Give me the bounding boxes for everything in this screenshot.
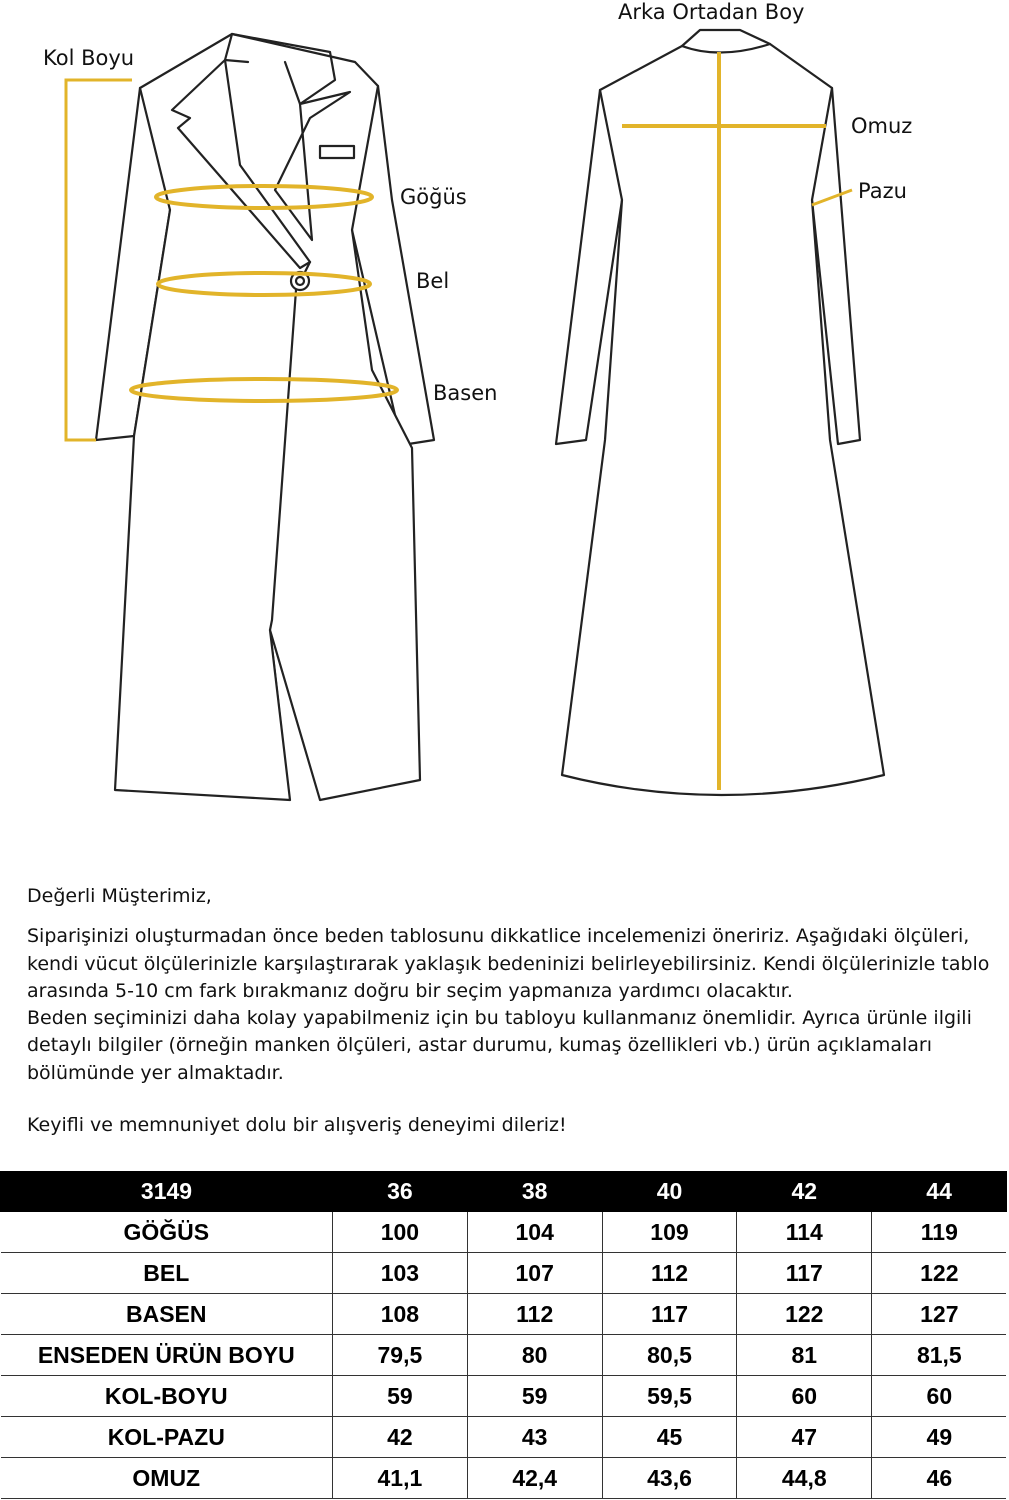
label-kol-boyu: Kol Boyu — [43, 46, 135, 70]
table-cell: 119 — [872, 1212, 1007, 1253]
table-cell: 81 — [737, 1335, 872, 1376]
row-label: ENSEDEN ÜRÜN BOYU — [1, 1335, 333, 1376]
size-table — [0, 1171, 1007, 1499]
label-arka-ortadan-boy: Arka Ortadan Boy — [618, 0, 805, 24]
table-row — [1, 1335, 1007, 1376]
table-cell: 112 — [602, 1253, 737, 1294]
table-cell: 108 — [333, 1294, 468, 1335]
header-size-44: 44 — [872, 1172, 1007, 1212]
table-cell: 79,5 — [333, 1335, 468, 1376]
row-label: BASEN — [1, 1294, 333, 1335]
chest-pocket — [320, 146, 354, 158]
table-cell: 103 — [333, 1253, 468, 1294]
label-omuz: Omuz — [851, 114, 913, 138]
size-table-header-row — [1, 1172, 1007, 1212]
table-cell: 41,1 — [333, 1458, 468, 1499]
table-row — [1, 1253, 1007, 1294]
header-size-40: 40 — [602, 1172, 737, 1212]
table-cell: 49 — [872, 1417, 1007, 1458]
table-cell: 122 — [872, 1253, 1007, 1294]
table-cell: 117 — [737, 1253, 872, 1294]
table-cell: 46 — [872, 1458, 1007, 1499]
table-row — [1, 1212, 1007, 1253]
header-size-42: 42 — [737, 1172, 872, 1212]
table-cell: 114 — [737, 1212, 872, 1253]
table-cell: 60 — [872, 1376, 1007, 1417]
notice-closing: Keyifli ve memnuniyet dolu bir alışveriş deneyimi dileriz! — [27, 1114, 567, 1137]
table-cell: 42,4 — [467, 1458, 602, 1499]
header-product-code: 3149 — [1, 1172, 333, 1212]
table-row — [1, 1376, 1007, 1417]
table-cell: 43,6 — [602, 1458, 737, 1499]
table-row — [1, 1417, 1007, 1458]
notice-paragraph-1: Siparişinizi oluşturmadan önce beden tablosunu dikkatlice incelemenizi öneririz. Aşağıdaki ölçüleri, kendi vücut ölçülerinizle karşılaştırarak yaklaşık bedeninizi belirleyebilirsiniz. Kendi ölçülerinizle tablo arasında 5-10 cm fark bırakmanız doğru bir seçim yapmanıza yardımcı olacaktır. — [27, 925, 990, 1002]
notice-greeting: Değerli Müşterimiz, — [27, 885, 212, 907]
table-cell: 117 — [602, 1294, 737, 1335]
table-cell: 122 — [737, 1294, 872, 1335]
table-row — [1, 1294, 1007, 1335]
table-cell: 44,8 — [737, 1458, 872, 1499]
front-button-inner — [296, 277, 304, 285]
table-cell: 45 — [602, 1417, 737, 1458]
table-cell: 59 — [467, 1376, 602, 1417]
table-cell: 112 — [467, 1294, 602, 1335]
table-cell: 42 — [333, 1417, 468, 1458]
row-label: KOL-BOYU — [1, 1376, 333, 1417]
customer-notice — [27, 883, 1002, 1139]
notice-paragraph-2: Beden seçiminizi daha kolay yapabilmeniz için bu tabloyu kullanmanız önemlidir. Ayrıca ürünle ilgili detaylı bilgiler (örneğin manken ölçüleri, astar durumu, kumaş özellikleri vb.) ürün açıklamaları bölümünde yer almaktadır. — [27, 1007, 972, 1084]
label-bel: Bel — [416, 269, 450, 293]
table-cell: 80,5 — [602, 1335, 737, 1376]
table-cell: 127 — [872, 1294, 1007, 1335]
table-cell: 81,5 — [872, 1335, 1007, 1376]
header-size-38: 38 — [467, 1172, 602, 1212]
label-pazu: Pazu — [858, 179, 907, 203]
label-gogus: Göğüs — [400, 185, 467, 209]
table-row — [1, 1458, 1007, 1499]
table-cell: 59 — [333, 1376, 468, 1417]
table-cell: 107 — [467, 1253, 602, 1294]
row-label: KOL-PAZU — [1, 1417, 333, 1458]
coat-front-view — [96, 34, 434, 800]
table-cell: 109 — [602, 1212, 737, 1253]
row-label: OMUZ — [1, 1458, 333, 1499]
table-cell: 47 — [737, 1417, 872, 1458]
label-basen: Basen — [433, 381, 498, 405]
table-cell: 59,5 — [602, 1376, 737, 1417]
header-size-36: 36 — [333, 1172, 468, 1212]
table-cell: 80 — [467, 1335, 602, 1376]
table-cell: 60 — [737, 1376, 872, 1417]
row-label: BEL — [1, 1253, 333, 1294]
table-cell: 43 — [467, 1417, 602, 1458]
table-cell: 104 — [467, 1212, 602, 1253]
table-cell: 100 — [333, 1212, 468, 1253]
row-label: GÖĞÜS — [1, 1212, 333, 1253]
